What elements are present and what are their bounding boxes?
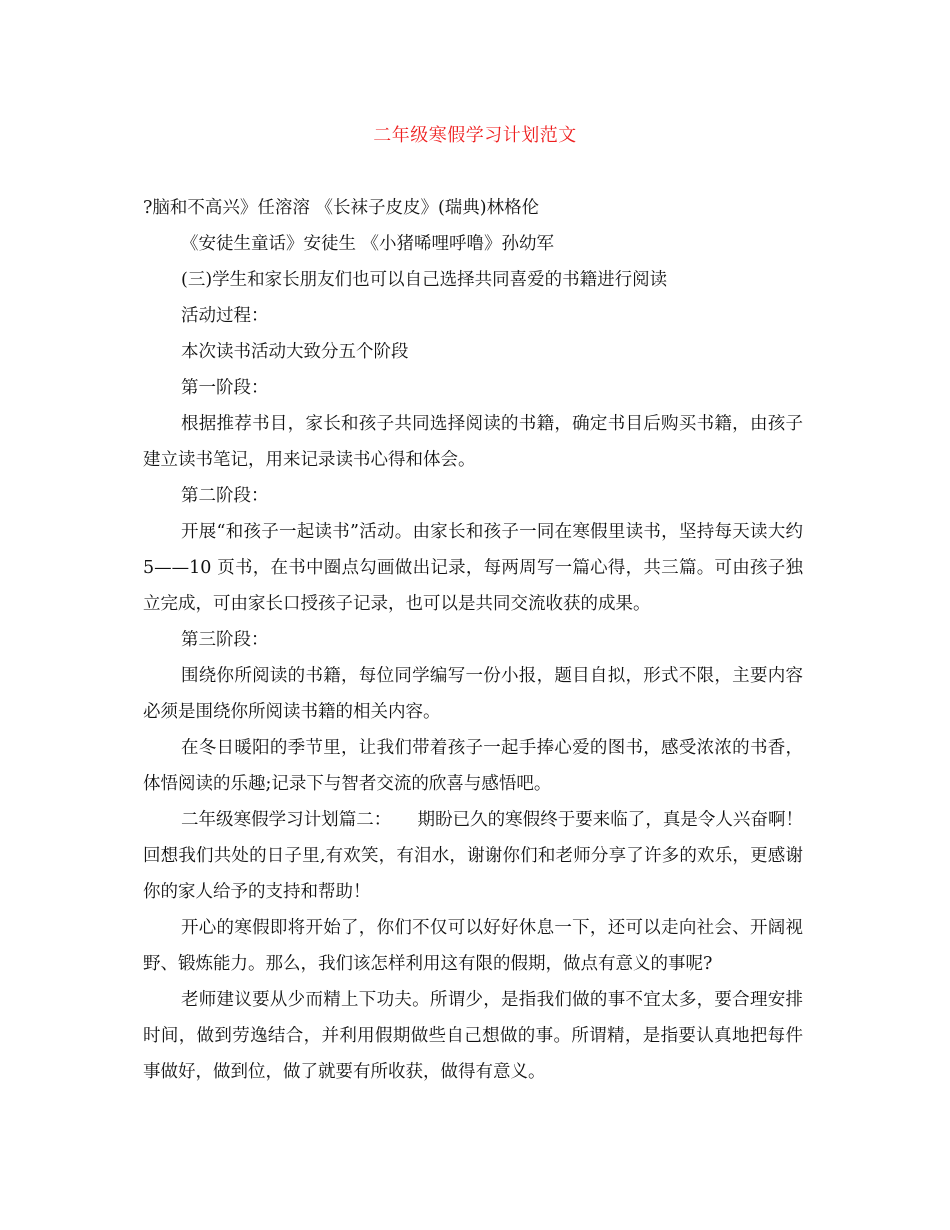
body-paragraph: 二年级寒假学习计划篇二： 期盼已久的寒假终于要来临了，真是令人兴奋啊！回想我们共处的日子里,有欢笑，有泪水，谢谢你们和老师分享了许多的欢乐，更感谢你的家人给予的支持和帮助！ [143,810,803,902]
body-paragraph: 老师建议要从少而精上下功夫。所谓少，是指我们做的事不宜太多，要合理安排时间，做到劳逸结合，并利用假期做些自己想做的事。所谓精，是指要认真地把每件事做好，做到位，做了就要有所收获，做得有意义。 [143,990,803,1082]
body-paragraph: 《安徒生童话》安徒生 《小猪唏哩呼噜》孙幼军 [181,234,555,254]
body-paragraph: 根据推荐书目，家长和孩子共同选择阅读的书籍，确定书目后购买书籍，由孩子建立读书笔记，用来记录读书心得和体会。 [143,414,803,470]
body-paragraph: (三)学生和家长朋友们也可以自己选择共同喜爱的书籍进行阅读 [181,270,668,290]
body-paragraph: 第一阶段： [181,378,269,398]
page-title: 二年级寒假学习计划范文 [373,125,577,146]
body-paragraph: 第三阶段： [181,630,269,650]
document-body [143,190,803,1090]
body-paragraph: ?脑和不高兴》任溶溶 《长袜子皮皮》(瑞典)林格伦 [143,198,540,218]
body-paragraph: 第二阶段： [181,486,269,506]
body-paragraph: 在冬日暖阳的季节里，让我们带着孩子一起手捧心爱的图书，感受浓浓的书香，体悟阅读的乐趣;记录下与智者交流的欣喜与感悟吧。 [143,738,803,794]
body-paragraph: 本次读书活动大致分五个阶段 [181,342,409,362]
body-paragraph: 开心的寒假即将开始了，你们不仅可以好好休息一下，还可以走向社会、开阔视野、锻炼能力。那么，我们该怎样利用这有限的假期，做点有意义的事呢? [143,918,803,974]
body-paragraph: 开展“和孩子一起读书”活动。由家长和孩子一同在寒假里读书，坚持每天读大约 5——10 页书，在书中圈点勾画做出记录，每两周写一篇心得，共三篇。可由孩子独立完成，可由家长口授孩子记录，也可以是共同交流收获的成果。 [143,522,803,614]
body-paragraph: 活动过程： [181,306,269,326]
body-paragraph: 围绕你所阅读的书籍，每位同学编写一份小报，题目自拟，形式不限，主要内容必须是围绕你所阅读书籍的相关内容。 [143,666,803,722]
